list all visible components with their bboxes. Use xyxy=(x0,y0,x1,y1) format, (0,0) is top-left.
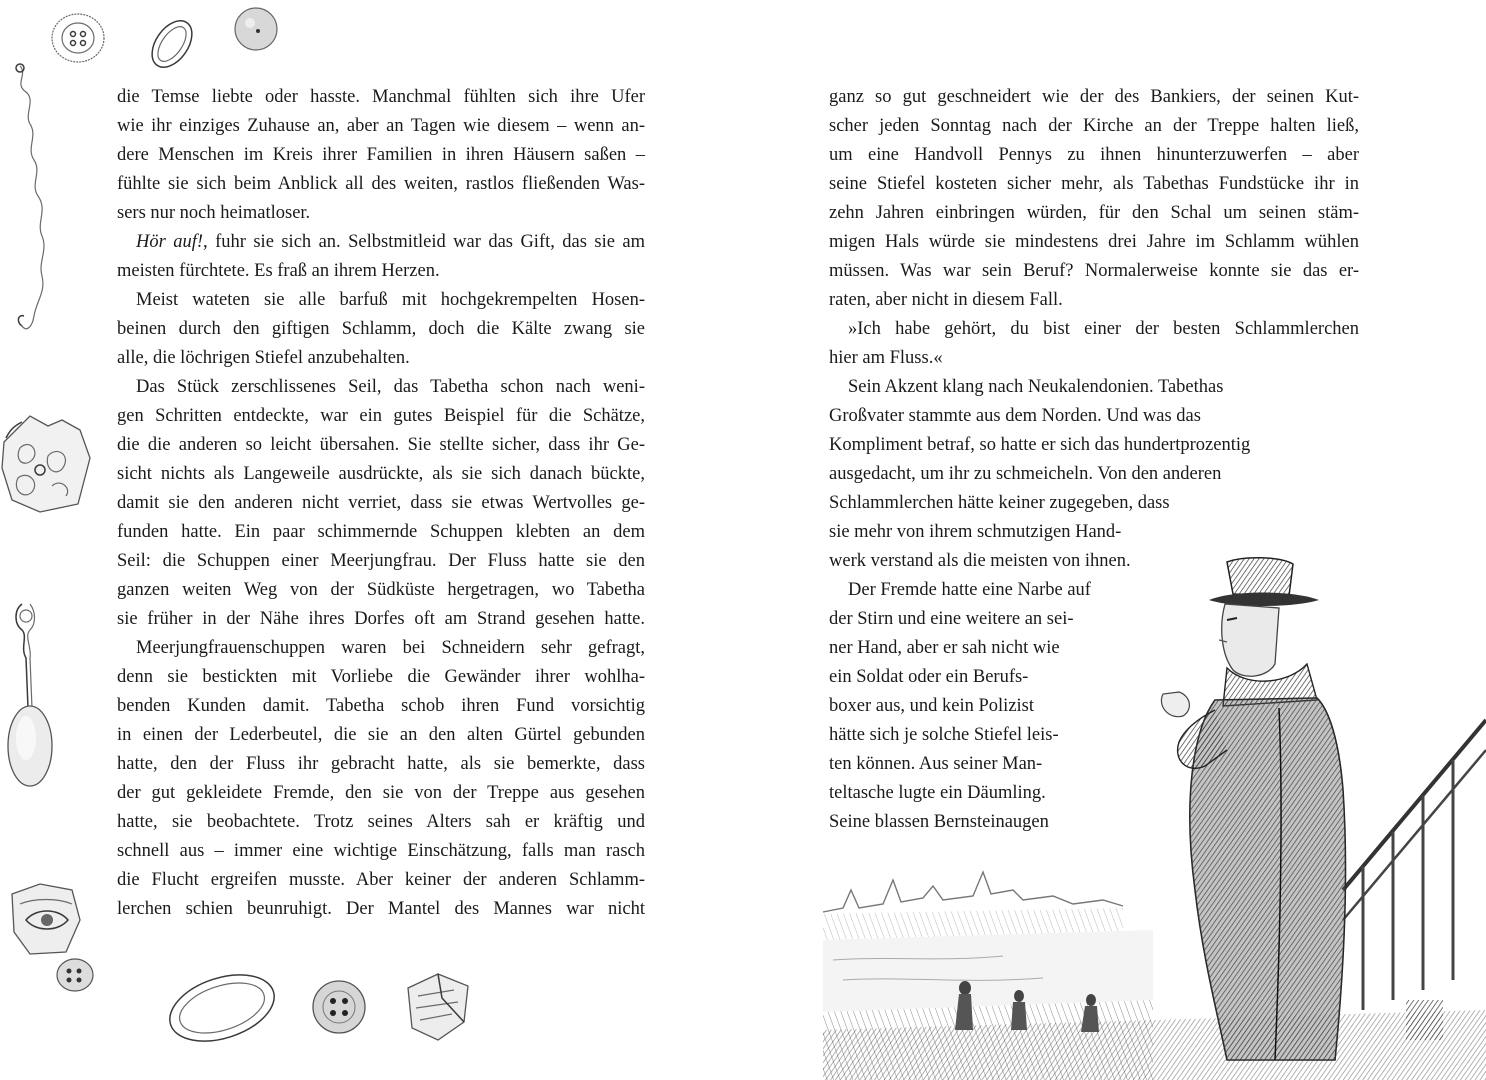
text-line: Der Fremde hatte eine Narbe auf xyxy=(848,580,1091,600)
text-line: der gut gekleidete Fremde, den sie von der Treppe aus gesehen xyxy=(117,783,645,803)
text-line: hätte sich je solche Stiefel leis- xyxy=(829,725,1059,745)
cloth-scrap-icon xyxy=(398,968,478,1048)
text-line: alle, die löchrigen Stiefel anzubehalten. xyxy=(117,348,410,368)
left-page-text xyxy=(117,83,645,924)
text-line: sie mehr von ihrem schmutzigen Hand- xyxy=(829,522,1122,542)
text-line: Das Stück zerschlissenes Seil, das Tabetha schon nach weni- xyxy=(136,377,645,397)
text-line: Sein Akzent klang nach Neukalendonien. Tabethas xyxy=(848,377,1224,397)
text-line: denn sie bestickten mit Vorliebe die Gewänder ihrer wohlha- xyxy=(117,667,645,687)
text-line: ganz so gut geschneidert wie der des Bankiers, der seinen Kut- xyxy=(829,87,1359,107)
porcelain-shard-icon xyxy=(0,408,95,518)
four-hole-button-icon xyxy=(304,972,374,1042)
button-icon xyxy=(45,8,115,68)
text-line: Kompliment betraf, so hatte er sich das hundertprozentig xyxy=(829,435,1251,455)
text-line: dere Menschen im Kreis ihrer Familien in ihren Häusern saßen – xyxy=(117,145,645,165)
text-line: Schlammlerchen hätte keiner zugegeben, dass xyxy=(829,493,1170,513)
text-line: Seil: die Schuppen einer Meerjungfrau. Der Fluss hatte sie den xyxy=(117,551,645,571)
text-line: ein Soldat oder ein Berufs- xyxy=(829,667,1029,687)
text-line-italic xyxy=(117,228,645,257)
text-line: Meist wateten sie alle barfuß mit hochgekrempelten Hosen- xyxy=(136,290,645,310)
text-line: müssen. Was war sein Beruf? Normalerweise konnte sie das er- xyxy=(829,261,1359,281)
text-line: funden hatte. Ein paar schimmernde Schuppen klebten an dem xyxy=(117,522,645,542)
text-line: hier am Fluss.« xyxy=(829,348,943,368)
spoon-icon xyxy=(0,598,60,798)
text-line: der Stirn und eine weitere an sei- xyxy=(829,609,1074,629)
text-line: beinen durch den giftigen Schlamm, doch die Kälte zwang sie xyxy=(117,319,645,339)
text-line: hatte, sie beobachtete. Trotz seines Alters sah er kräftig und xyxy=(117,812,645,832)
text-line: seine Stiefel kosteten sicher mehr, als Tabethas Fundstücke ihr in xyxy=(829,174,1359,194)
text-line: fühlte sie sich beim Anblick all des weiten, rastlos fließenden Was- xyxy=(117,174,645,194)
text-line: scher jeden Sonntag nach der Kirche an der Treppe halten ließ, xyxy=(829,116,1359,136)
text-line: benden Kunden damit. Tabetha schob ihren Fund vorsichtig xyxy=(117,696,645,716)
text-line: damit sie den anderen nicht verriet, dass sie etwas Wertvolles ge- xyxy=(117,493,645,513)
text-line: sicht nichts als Langeweile ausdrückte, als sie sich danach bückte, xyxy=(117,464,645,484)
text-line: ganzen weiten Weg von der Südküste hergetragen, wo Tabetha xyxy=(117,580,645,600)
text-line: die die anderen so leicht übersahen. Sie stellte sicher, dass ihr Ge- xyxy=(117,435,645,455)
text-line: werk verstand als die meisten von ihnen. xyxy=(829,551,1131,571)
text-line: um eine Handvoll Pennys zu ihnen hinunterzuwerfen – aber xyxy=(829,145,1359,165)
small-button-icon xyxy=(52,952,98,998)
text-line: Meerjungfrauenschuppen waren bei Schneidern sehr gefragt, xyxy=(136,638,645,658)
text-line: die Flucht ergreifen musste. Aber keiner der anderen Schlamm- xyxy=(117,870,645,890)
bead-icon xyxy=(228,5,288,60)
bangle-icon xyxy=(160,962,290,1052)
text-line: Seine blassen Bernsteinaugen xyxy=(829,812,1049,832)
text-line: sers nur noch heimatloser. xyxy=(117,203,311,223)
italic-phrase: Hör auf! xyxy=(136,232,204,252)
text-line: hatte, den der Fluss ihr gebracht hatte, als sie bemerkte, dass xyxy=(117,754,645,774)
text-line: raten, aber nicht in diesem Fall. xyxy=(829,290,1063,310)
chain-icon xyxy=(8,62,58,342)
text-line: ner Hand, aber er sah nicht wie xyxy=(829,638,1060,658)
text-line: Großvater stammte aus dem Norden. Und was das xyxy=(829,406,1201,426)
text-line: lerchen schien beunruhigt. Der Mantel des Mannes war nicht xyxy=(117,899,645,919)
right-page xyxy=(743,0,1486,1080)
stair-railing xyxy=(1343,720,1486,1040)
text-line: ausgedacht, um ihr zu schmeicheln. Von den anderen xyxy=(829,464,1222,484)
text-line: schnell aus – immer eine wichtige Einschätzung, falls man rasch xyxy=(117,841,645,861)
italic-line-rest: , fuhr sie sich an. Selbstmitleid war das Gift, das sie am xyxy=(203,232,645,252)
text-line: migen Hals würde sie mindestens drei Jahre im Schlamm wühlen xyxy=(829,232,1359,252)
right-page-text xyxy=(829,83,1359,837)
text-line: teltasche lugte ein Däumling. xyxy=(829,783,1046,803)
text-line: wie ihr einziges Zuhause an, aber an Tagen wie diesem – wenn an- xyxy=(117,116,645,136)
text-line: zehn Jahren einbringen würden, für den Schal um seinen stäm- xyxy=(829,203,1359,223)
text-line: gen Schritten entdeckte, war ein gutes Beispiel für die Schätze, xyxy=(117,406,645,426)
text-line: in einen der Lederbeutel, die sie an den alten Gürtel gebunden xyxy=(117,725,645,745)
eye-shard-icon xyxy=(6,880,86,960)
text-line: sie früher in der Nähe ihres Dorfes oft am Strand gesehen hatte. xyxy=(117,609,645,629)
ring-icon xyxy=(142,14,202,74)
text-line: meisten fürchtete. Es fraß an ihrem Herzen. xyxy=(117,261,440,281)
text-line: die Temse liebte oder hasste. Manchmal fühlten sich ihre Ufer xyxy=(117,87,645,107)
text-line: boxer aus, und kein Polizist xyxy=(829,696,1035,716)
text-line: ten können. Aus seiner Man- xyxy=(829,754,1043,774)
text-line: »Ich habe gehört, du bist einer der besten Schlammlerchen xyxy=(848,319,1359,339)
